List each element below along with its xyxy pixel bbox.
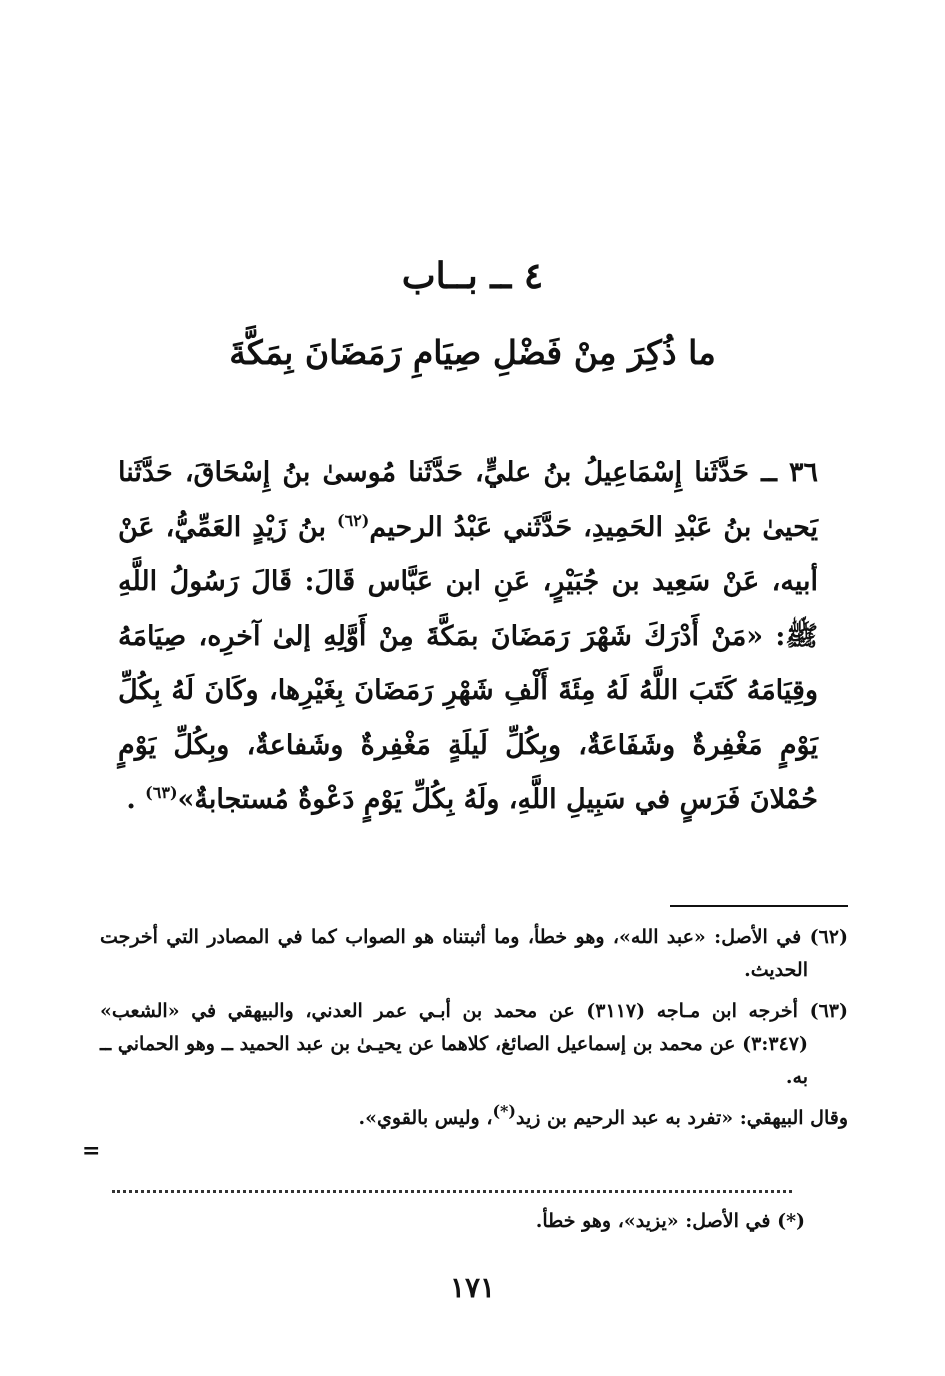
hadith-text-part-1: ــ حَدَّثَنا إِسْمَاعِيلُ بنُ عليٍّ، حَدَّثَنا مُوسىٰ بنُ إِسْحَاقَ، حَدَّثَنا يَحيىٰ بنُ عَبْدِ الحَمِيدِ، حَدَّثَني عَبْدُ الرحيم <box>118 457 819 543</box>
chapter-title: ما ذُكِرَ مِنْ فَضْلِ صِيَامِ رَمَضَانَ بِمَكَّةَ <box>229 333 716 372</box>
footnote-number: (٦٢) <box>809 926 848 948</box>
sub-footnote <box>100 1205 805 1238</box>
sub-footnote-text: في الأصل: «يزيد»، وهو خطأ. <box>535 1210 771 1232</box>
bayhaqi-note <box>100 1102 848 1135</box>
sub-footnote-marker: (*) <box>777 1210 805 1232</box>
hadith-closing: . <box>126 784 146 815</box>
continuation-mark: = <box>82 1138 101 1164</box>
bayhaqi-note-text-1: وقال البيهقي: «تفرد به عبد الرحيم بن زيد <box>515 1107 848 1129</box>
hadith-text-part-2: بنُ زَيْدٍ العَمِّيُّ، عَنْ أبيه، عَنْ سَعِيد بن جُبَيْرٍ، عَنِ ابن عَبَّاس قَالَ: قَالَ رَسُولُ اللَّهِ ﷺ: «مَنْ أَدْرَكَ شَهْرَ رَمَضَانَ بمَكَّةَ مِنْ أَوَّلِهِ إلىٰ آخرِه، صِيَامَهُ وقِيَامَهُ كَتَبَ اللَّهُ لَهُ مِئَةَ أَلْفِ شَهْرِ رَمَضَانَ بِغَيْرِها، وكَانَ لَهُ بِكُلِّ يَوْمٍ مَغْفِرةٌ وشَفَاعَةٌ، وبِكُلِّ لَيلَةٍ مَغْفِرةٌ وشَفاعةٌ، وبِكُلِّ يَوْمٍ حُمْلانَ فَرَسٍ في سَبِيلِ اللَّهِ، ولَهُ بِكُلِّ يَوْمٍ دَعْوةٌ مُستجابةٌ» <box>118 511 819 815</box>
footnote-ref-62[interactable]: (٦٢) <box>336 510 370 530</box>
dotted-separator <box>112 1190 792 1193</box>
hadith-number: ٣٦ <box>788 457 818 488</box>
bayhaqi-note-text-2: ، وليس بالقوي». <box>358 1107 493 1129</box>
footnote-63 <box>100 995 848 1094</box>
hadith-paragraph <box>118 446 818 828</box>
footnote-number: (٦٣) <box>809 1000 848 1022</box>
footnote-separator <box>670 905 848 907</box>
footnotes-section <box>100 921 848 1143</box>
sub-footnote-ref[interactable]: (*) <box>492 1101 516 1121</box>
footnote-text: أخرجه ابن مـاجه (٣١١٧) عن محمد بن أبـي عمر العدني، والبيهقي في «الشعب» (٣:٣٤٧) عن محمد بن إسماعيل الصائغ، كلاهما عن يحيـىٰ بن عبد الحميد ــ وهو الحماني ــ به. <box>100 1000 808 1088</box>
footnote-ref-63[interactable]: (٦٣) <box>145 783 178 802</box>
footnote-62 <box>100 921 848 987</box>
footnote-text: في الأصل: «عبد الله»، وهو خطأ، وما أثبتناه هو الصواب كما في المصادر التي أخرجت الحديث. <box>100 926 808 981</box>
page-number: ١٧١ <box>449 1271 496 1304</box>
chapter-heading: ٤ ــ بــاب <box>401 255 544 297</box>
